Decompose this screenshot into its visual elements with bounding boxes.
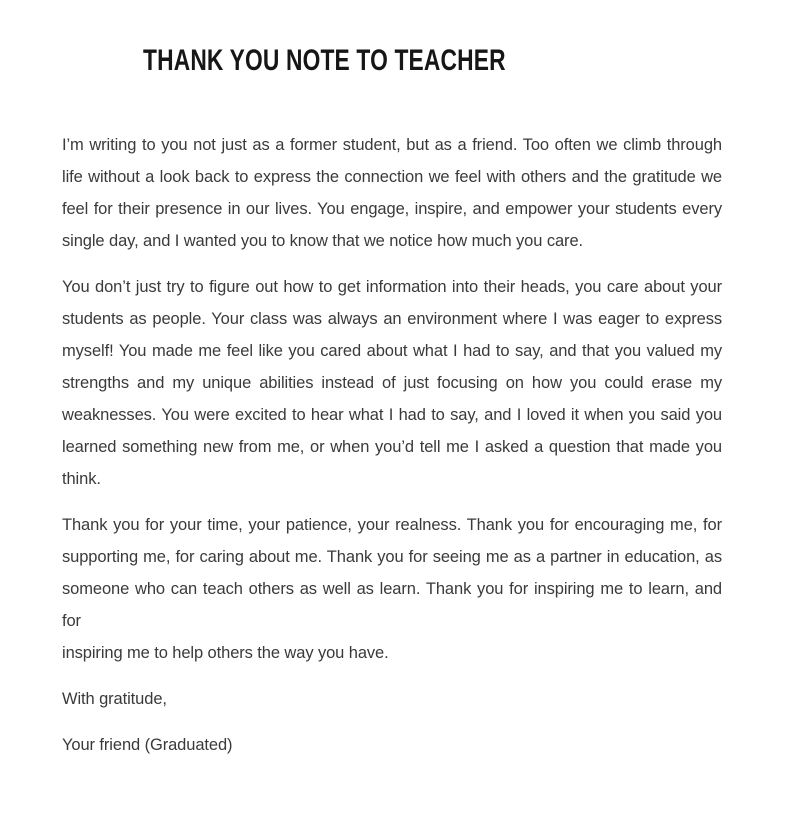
- text-line: someone who can teach others as well as learn. Thank you for inspiring me to learn, and for: [62, 580, 722, 630]
- text-line: You don’t just try to figure out how to get information into their heads, you care about your: [62, 278, 722, 296]
- text-line: feel for their presence in our lives. You engage, inspire, and empower your students every: [62, 200, 722, 218]
- paragraph: [62, 509, 722, 669]
- text-line: myself! You made me feel like you cared about what I had to say, and that you valued my: [62, 342, 722, 360]
- text-line: learned something new from me, or when you’d tell me I asked a question that made you: [62, 438, 722, 456]
- text-line: single day, and I wanted you to know that we notice how much you care.: [62, 232, 584, 250]
- text-line: Thank you for your time, your patience, your realness. Thank you for encouraging me, for: [62, 516, 722, 534]
- text-line: weaknesses. You were excited to hear what I had to say, and I loved it when you said you: [62, 406, 722, 424]
- closing-line: With gratitude,: [62, 690, 167, 708]
- paragraph: [62, 271, 722, 495]
- text-line: supporting me, for caring about me. Thank you for seeing me as a partner in education, as: [62, 548, 722, 566]
- text-line: life without a look back to express the connection we feel with others and the gratitude we: [62, 168, 722, 186]
- text-line: I’m writing to you not just as a former student, but as a friend. Too often we climb through: [62, 136, 722, 154]
- text-line: students as people. Your class was always an environment where I was eager to express: [62, 310, 722, 328]
- paragraph: [62, 129, 722, 257]
- text-line: inspiring me to help others the way you have.: [62, 644, 389, 662]
- text-line: strengths and my unique abilities instead of just focusing on how you could erase my: [62, 374, 722, 392]
- document-title: THANK YOU NOTE TO TEACHER: [143, 44, 506, 77]
- text-line: think.: [62, 470, 101, 488]
- signature-line: Your friend (Graduated): [62, 736, 233, 754]
- letter-page: [0, 46, 800, 820]
- letter-body: [62, 129, 722, 669]
